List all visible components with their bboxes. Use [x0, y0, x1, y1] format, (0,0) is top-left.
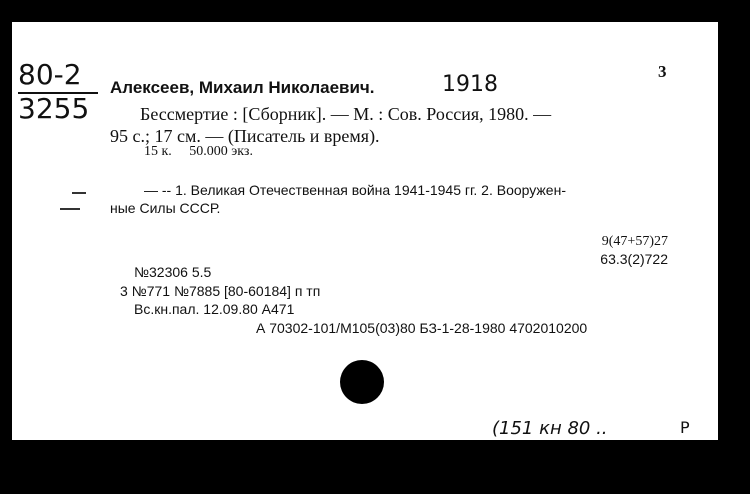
catalog-card [12, 22, 718, 440]
subjects-line-1: — -- 1. Великая Отечественная война 1941-1945 гг. 2. Вооружен- [144, 182, 566, 198]
handwritten-year: 1918 [442, 72, 498, 97]
subjects-line-2: ные Силы СССР. [110, 200, 221, 216]
author-heading: Алексеев, Михаил Николаевич. [110, 78, 375, 97]
class-code-2: 63.3(2)722 [600, 251, 668, 267]
shelf-mark-top: 80-2 [18, 58, 82, 91]
index-line: А 70302-101/М105(03)80 БЗ-1-28-1980 4702010200 [256, 320, 588, 336]
punch-hole [340, 360, 384, 404]
handwritten-note: (151 кн 80 .. [492, 418, 608, 439]
chamber-line: Вс.кн.пал. 12.09.80 А471 [134, 301, 295, 317]
title-line-1: Бессмертие : [Сборник]. — М. : Сов. Россия, 1980. — [140, 104, 552, 124]
title-line-2: 95 с.; 17 см. — (Писатель и время). [110, 126, 380, 146]
print-line: 3 №771 №7885 [80-60184] п тп [120, 283, 321, 299]
class-code-1: 9(47+57)27 [601, 234, 668, 249]
card-number: 3 [658, 62, 667, 81]
margin-dash [72, 192, 86, 194]
shelf-mark-bottom: 3255 [18, 92, 90, 125]
handwritten-mark: Р [680, 418, 690, 437]
margin-dash [60, 208, 80, 210]
price-copies: 15 к. 50.000 экз. [144, 144, 253, 159]
order-line: №32306 5.5 [134, 264, 212, 280]
